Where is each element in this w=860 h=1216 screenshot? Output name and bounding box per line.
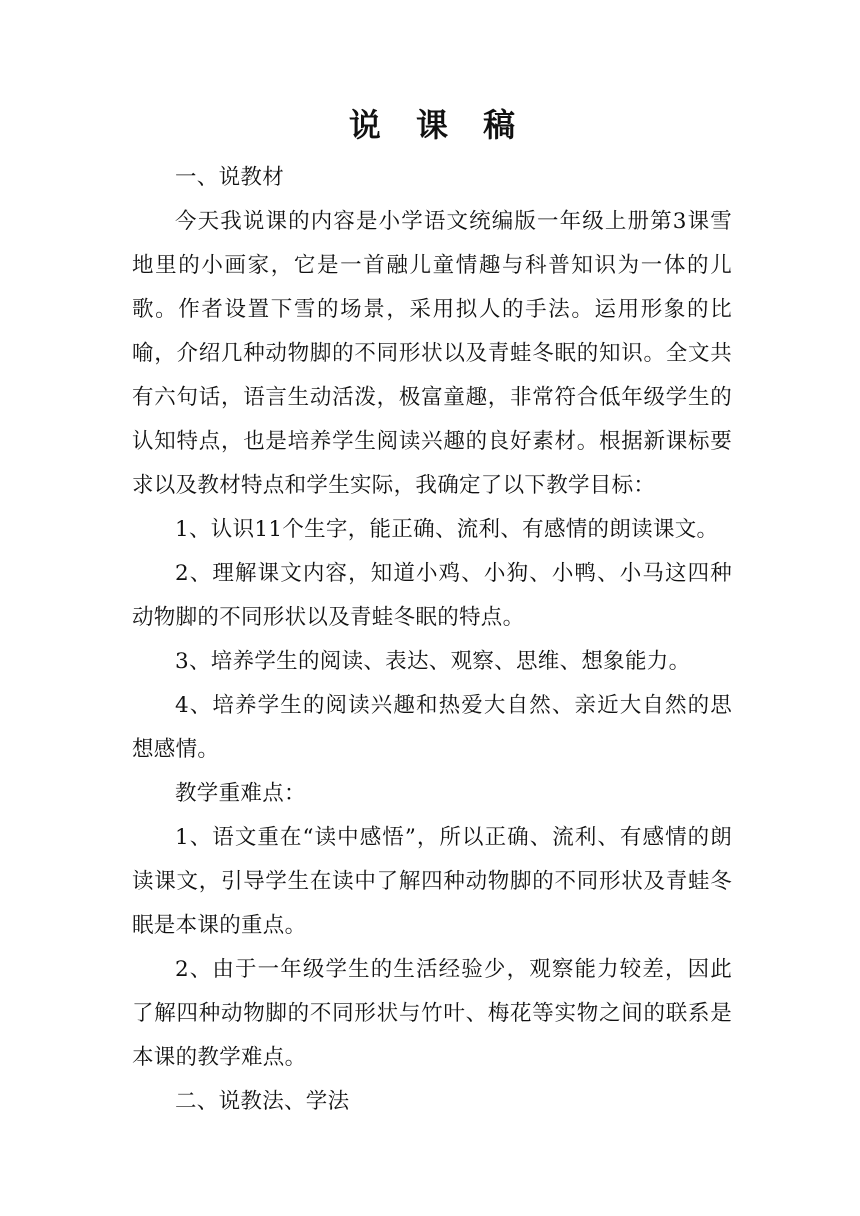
goal-item-3: 3、培养学生的阅读、表达、观察、思维、想象能力。 (175, 649, 691, 674)
difficulty-item-2: 2、由于一年级学生的生活经验少，观察能力较差，因此了解四种动物脚的不同形状与竹叶、梅花等实物之间的联系是本课的教学难点。 (132, 957, 732, 1070)
goal-item-1: 1、认识11个生字，能正确、流利、有感情的朗读课文。 (175, 517, 719, 542)
heading-key-difficulties: 教学重难点： (175, 781, 306, 806)
heading-teaching-material: 一、说教材 (175, 165, 285, 190)
goal-item-2: 2、理解课文内容，知道小鸡、小狗、小鸭、小马这四种动物脚的不同形状以及青蛙冬眠的特点。 (132, 561, 732, 630)
heading-methods: 二、说教法、学法 (175, 1089, 350, 1114)
paragraph-material-intro: 今天我说课的内容是小学语文统编版一年级上册第3课雪地里的小画家，它是一首融儿童情趣与科普知识为一体的儿歌。作者设置下雪的场景，采用拟人的手法。运用形象的比喻，介绍几种动物脚的不同形状以及青蛙冬眠的知识。全文共有六句话，语言生动活泼，极富童趣，非常符合低年级学生的认知特点，也是培养学生阅读兴趣的良好素材。根据新课标要求以及教材特点和学生实际，我确定了以下教学目标： (132, 209, 732, 498)
goal-item-4: 4、培养学生的阅读兴趣和热爱大自然、亲近大自然的思想感情。 (132, 693, 732, 762)
document-title: 说 课 稿 (348, 106, 528, 144)
document-body (132, 98, 732, 1124)
key-point-item-1: 1、语文重在“读中感悟”，所以正确、流利、有感情的朗读课文，引导学生在读中了解四种动物脚的不同形状及青蛙冬眠是本课的重点。 (132, 825, 732, 938)
